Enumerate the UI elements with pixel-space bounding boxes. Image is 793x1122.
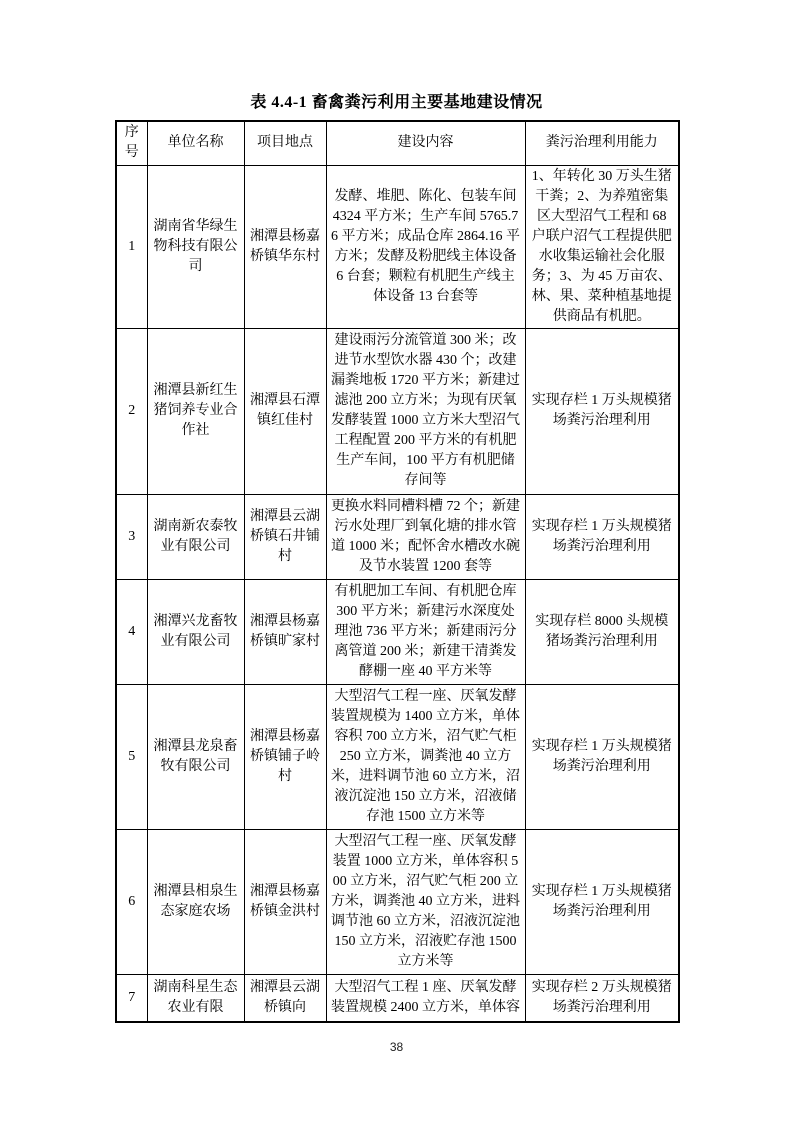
cell-index: 5 [116, 684, 147, 829]
cell-unit-name: 湘潭兴龙畜牧业有限公司 [147, 579, 244, 684]
cell-unit-name: 湖南省华绿生物科技有限公司 [147, 165, 244, 328]
table-row [116, 684, 679, 829]
cell-unit-name: 湘潭县新红生猪饲养专业合作社 [147, 328, 244, 494]
table-row-truncated [116, 974, 679, 1022]
cell-construction-content: 大型沼气工程一座、厌氧发酵装置规模为 1400 立方米，单体容积 700 立方米，沼气贮气柜 250 立方米，调粪池 40 立方米，进料调节池 60 立方米，沼液沉淀池 150 立方米，沼液储存池 1500 立方米等 [326, 684, 525, 829]
cell-unit-name: 湖南科星生态农业有限 [147, 974, 244, 1022]
page-number: 38 [389, 1040, 404, 1054]
cell-construction-content: 发酵、堆肥、陈化、包装车间 4324 平方米；生产车间 5765.76 平方米；成品仓库 2864.16 平方米；发酵及粉肥线主体设备 6 台套；颗粒有机肥生产线主体设备 13 台套等 [326, 165, 525, 328]
cell-location: 湘潭县杨嘉桥镇华东村 [244, 165, 326, 328]
cell-construction-content: 有机肥加工车间、有机肥仓库 300 平方米；新建污水深度处理池 736 平方米；新建雨污分离管道 200 米；新建干清粪发酵棚一座 40 平方米等 [326, 579, 525, 684]
cell-construction-content: 大型沼气工程 1 座、厌氧发酵装置规模 2400 立方米，单体容 [326, 974, 525, 1022]
cell-location: 湘潭县杨嘉桥镇金洪村 [244, 829, 326, 974]
cell-location: 湘潭县云湖桥镇石井铺村 [244, 494, 326, 579]
cell-index: 6 [116, 829, 147, 974]
cell-index: 7 [116, 974, 147, 1022]
col-header-index: 序号 [116, 121, 147, 165]
cell-construction-content: 更换水料同槽料槽 72 个；新建污水处理厂到氧化塘的排水管道 1000 米；配怀舍水槽改水碗及节水装置 1200 套等 [326, 494, 525, 579]
cell-location: 湘潭县杨嘉桥镇铺子岭村 [244, 684, 326, 829]
table-row [116, 165, 679, 328]
table-title: 表 4.4-1 畜禽粪污利用主要基地建设情况 [250, 94, 543, 111]
cell-treatment-capacity: 实现存栏 1 万头规模猪场粪污治理利用 [525, 684, 679, 829]
cell-construction-content: 建设雨污分流管道 300 米；改进节水型饮水器 430 个；改建漏粪地板 1720 平方米；新建过滤池 200 立方米；为现有厌氧发酵装置 1000 立方米大型沼气工程配置 200 平方米的有机肥生产车间，100 平方有机肥储存间等 [326, 328, 525, 494]
cell-index: 2 [116, 328, 147, 494]
cell-index: 1 [116, 165, 147, 328]
col-header-unit-name: 单位名称 [147, 121, 244, 165]
cell-unit-name: 湘潭县龙泉畜牧有限公司 [147, 684, 244, 829]
cell-location: 湘潭县云湖桥镇向 [244, 974, 326, 1022]
cell-treatment-capacity: 实现存栏 1 万头规模猪场粪污治理利用 [525, 829, 679, 974]
cell-treatment-capacity: 实现存栏 8000 头规模猪场粪污治理利用 [525, 579, 679, 684]
cell-treatment-capacity: 实现存栏 1 万头规模猪场粪污治理利用 [525, 494, 679, 579]
cell-index: 4 [116, 579, 147, 684]
cell-index: 3 [116, 494, 147, 579]
col-header-capacity: 粪污治理利用能力 [525, 121, 679, 165]
cell-construction-content: 大型沼气工程一座、厌氧发酵装置 1000 立方米，单体容积 500 立方米，沼气贮气柜 200 立方米，调粪池 40 立方米，进料调节池 60 立方米，沼液沉淀池 150 立方米，沼液贮存池 1500 立方米等 [326, 829, 525, 974]
cell-unit-name: 湘潭县相泉生态家庭农场 [147, 829, 244, 974]
cell-treatment-capacity: 1、年转化 30 万头生猪干粪；2、为养殖密集区大型沼气工程和 68 户联户沼气工程提供肥水收集运输社会化服务；3、为 45 万亩农、林、果、菜种植基地提供商品有机肥。 [525, 165, 679, 328]
manure-base-construction-table [115, 120, 680, 1023]
table-row [116, 494, 679, 579]
table-row [116, 829, 679, 974]
col-header-construction: 建设内容 [326, 121, 525, 165]
table-row [116, 579, 679, 684]
cell-unit-name: 湖南新农泰牧业有限公司 [147, 494, 244, 579]
col-header-location: 项目地点 [244, 121, 326, 165]
cell-location: 湘潭县石潭镇红佳村 [244, 328, 326, 494]
table-row [116, 328, 679, 494]
cell-treatment-capacity: 实现存栏 2 万头规模猪场粪污治理利用 [525, 974, 679, 1022]
cell-location: 湘潭县杨嘉桥镇旷家村 [244, 579, 326, 684]
table-header-row [116, 121, 679, 165]
cell-treatment-capacity: 实现存栏 1 万头规模猪场粪污治理利用 [525, 328, 679, 494]
